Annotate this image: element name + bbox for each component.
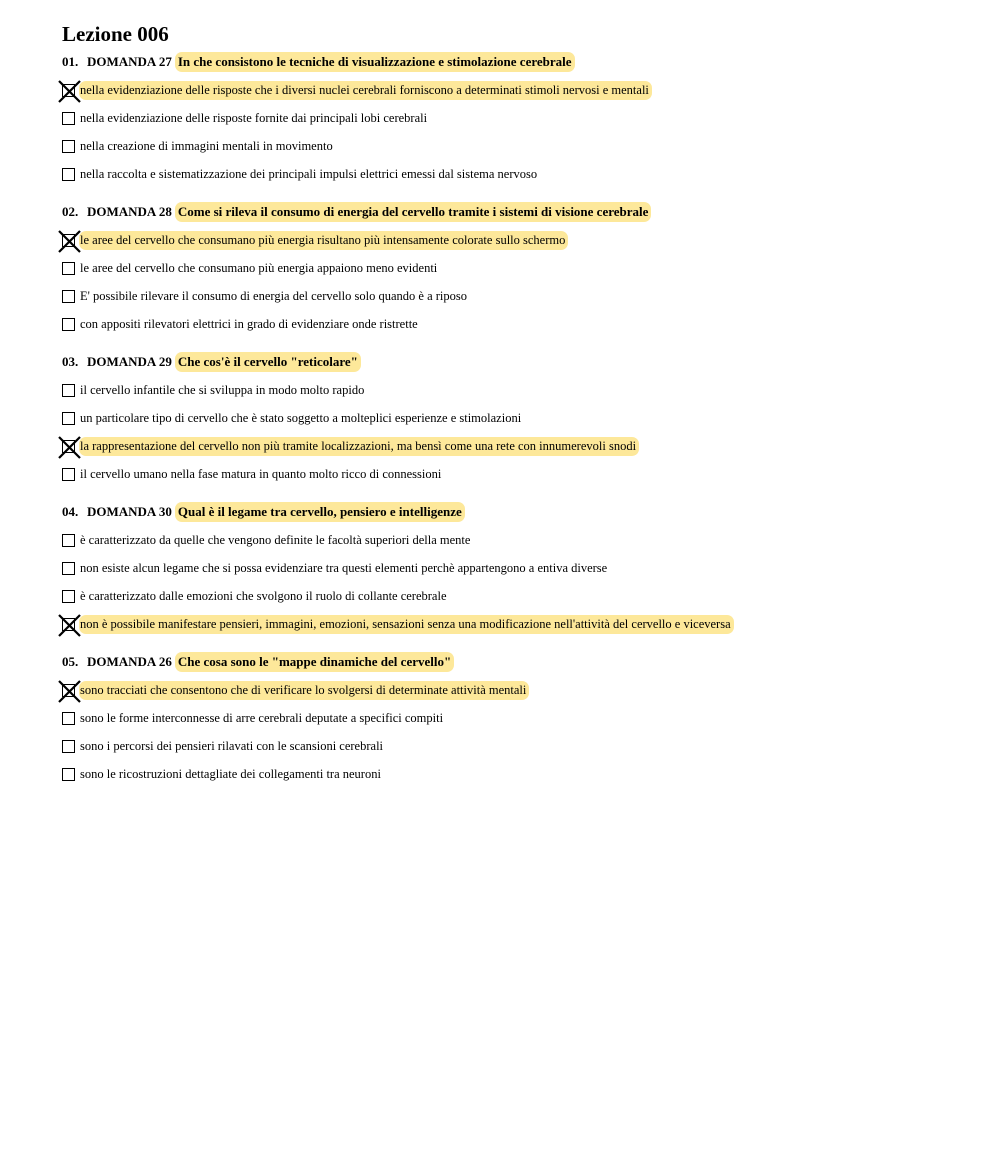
question-header xyxy=(62,350,982,374)
answer-text: il cervello infantile che si sviluppa in modo molto rapido xyxy=(80,382,365,397)
answer-list xyxy=(62,226,982,338)
checkbox[interactable] xyxy=(62,590,75,603)
question-header xyxy=(62,650,982,674)
answer-text: con appositi rilevatori elettrici in grado di evidenziare onde ristrette xyxy=(80,316,418,331)
question-text: Che cos'è il cervello "reticolare" xyxy=(175,352,361,372)
question-id: DOMANDA 26 xyxy=(87,654,172,669)
cross-mark-icon xyxy=(58,436,82,460)
cross-mark-icon xyxy=(58,680,82,704)
checkbox[interactable] xyxy=(62,112,75,125)
cross-mark-icon xyxy=(58,230,82,254)
checkbox[interactable] xyxy=(62,384,75,397)
answer-text: nella raccolta e sistematizzazione dei principali impulsi elettrici emessi dal sistema nervoso xyxy=(80,166,538,181)
answer-option[interactable] xyxy=(62,404,982,432)
answer-text: le aree del cervello che consumano più energia appaiono meno evidenti xyxy=(80,260,438,275)
answer-list xyxy=(62,526,982,638)
question-header xyxy=(62,500,982,524)
answer-text: sono tracciati che consentono che di verificare lo svolgersi di determinate attività mentali xyxy=(79,681,529,700)
answer-text: nella evidenziazione delle risposte che i diversi nuclei cerebrali forniscono a determinati stimoli nervosi e mentali xyxy=(79,81,652,100)
answer-list xyxy=(62,76,982,188)
answer-option[interactable] xyxy=(62,76,982,104)
question-block xyxy=(62,350,982,500)
answer-text: le aree del cervello che consumano più energia risultano più intensamente colorate sullo schermo xyxy=(79,231,568,250)
question-block xyxy=(62,500,982,650)
question-number: 01. xyxy=(62,54,79,69)
question-number: 04. xyxy=(62,504,79,519)
checkbox[interactable] xyxy=(62,168,75,181)
cross-mark-icon xyxy=(58,614,82,638)
checkbox-checked[interactable] xyxy=(62,84,75,97)
answer-option[interactable] xyxy=(62,582,982,610)
answer-option[interactable] xyxy=(62,376,982,404)
checkbox[interactable] xyxy=(62,318,75,331)
cross-mark-icon xyxy=(58,80,82,104)
answer-text: il cervello umano nella fase matura in quanto molto ricco di connessioni xyxy=(80,466,442,481)
answer-option[interactable] xyxy=(62,732,982,760)
answer-option[interactable] xyxy=(62,104,982,132)
answer-text: è caratterizzato da quelle che vengono definite le facoltà superiori della mente xyxy=(80,532,471,547)
answer-option[interactable] xyxy=(62,226,982,254)
answer-option[interactable] xyxy=(62,432,982,460)
answer-option[interactable] xyxy=(62,676,982,704)
question-text: In che consistono le tecniche di visualizzazione e stimolazione cerebrale xyxy=(175,52,575,72)
answer-option[interactable] xyxy=(62,610,982,638)
question-list xyxy=(62,50,982,788)
answer-option[interactable] xyxy=(62,760,982,788)
question-text: Che cosa sono le "mappe dinamiche del cervello" xyxy=(175,652,454,672)
checkbox-checked[interactable] xyxy=(62,684,75,697)
answer-text: non è possibile manifestare pensieri, immagini, emozioni, sensazioni senza una modificazione nell'attività del cervello e viceversa xyxy=(79,615,734,634)
checkbox-checked[interactable] xyxy=(62,440,75,453)
checkbox[interactable] xyxy=(62,468,75,481)
answer-text: sono i percorsi dei pensieri rilavati con le scansioni cerebrali xyxy=(80,738,384,753)
question-number: 02. xyxy=(62,204,79,219)
checkbox[interactable] xyxy=(62,740,75,753)
answer-option[interactable] xyxy=(62,310,982,338)
question-number: 03. xyxy=(62,354,79,369)
checkbox[interactable] xyxy=(62,262,75,275)
answer-list xyxy=(62,676,982,788)
answer-option[interactable] xyxy=(62,704,982,732)
answer-option[interactable] xyxy=(62,132,982,160)
answer-text: E' possibile rilevare il consumo di energia del cervello solo quando è a riposo xyxy=(80,288,467,303)
answer-text: sono le ricostruzioni dettagliate dei collegamenti tra neuroni xyxy=(80,766,381,781)
question-block xyxy=(62,200,982,350)
question-header xyxy=(62,50,982,74)
checkbox[interactable] xyxy=(62,768,75,781)
question-block xyxy=(62,650,982,788)
question-number: 05. xyxy=(62,654,79,669)
question-id: DOMANDA 28 xyxy=(87,204,172,219)
question-block xyxy=(62,50,982,200)
checkbox[interactable] xyxy=(62,412,75,425)
answer-list xyxy=(62,376,982,488)
answer-text: sono le forme interconnesse di arre cerebrali deputate a specifici compiti xyxy=(80,710,444,725)
answer-option[interactable] xyxy=(62,460,982,488)
answer-option[interactable] xyxy=(62,160,982,188)
checkbox[interactable] xyxy=(62,562,75,575)
answer-option[interactable] xyxy=(62,254,982,282)
answer-text: non esiste alcun legame che si possa evidenziare tra questi elementi perchè appartengono a entiva diverse xyxy=(80,560,608,575)
question-text: Qual è il legame tra cervello, pensiero e intelligenze xyxy=(175,502,465,522)
checkbox[interactable] xyxy=(62,140,75,153)
quiz-page xyxy=(62,20,982,788)
answer-text: un particolare tipo di cervello che è stato soggetto a molteplici esperienze e stimolazioni xyxy=(80,410,522,425)
question-text: Come si rileva il consumo di energia del cervello tramite i sistemi di visione cerebrale xyxy=(175,202,652,222)
question-id: DOMANDA 29 xyxy=(87,354,172,369)
answer-option[interactable] xyxy=(62,526,982,554)
answer-text: nella evidenziazione delle risposte fornite dai principali lobi cerebrali xyxy=(80,110,428,125)
question-id: DOMANDA 30 xyxy=(87,504,172,519)
checkbox[interactable] xyxy=(62,534,75,547)
checkbox[interactable] xyxy=(62,290,75,303)
answer-text: è caratterizzato dalle emozioni che svolgono il ruolo di collante cerebrale xyxy=(80,588,447,603)
question-id: DOMANDA 27 xyxy=(87,54,172,69)
checkbox[interactable] xyxy=(62,712,75,725)
question-header xyxy=(62,200,982,224)
page-title: Lezione 006 xyxy=(62,22,169,46)
answer-text: la rappresentazione del cervello non più tramite localizzazioni, ma bensì come una rete con innumerevoli snodi xyxy=(79,437,639,456)
answer-option[interactable] xyxy=(62,282,982,310)
checkbox-checked[interactable] xyxy=(62,234,75,247)
checkbox-checked[interactable] xyxy=(62,618,75,631)
answer-text: nella creazione di immagini mentali in movimento xyxy=(80,138,333,153)
answer-option[interactable] xyxy=(62,554,982,582)
